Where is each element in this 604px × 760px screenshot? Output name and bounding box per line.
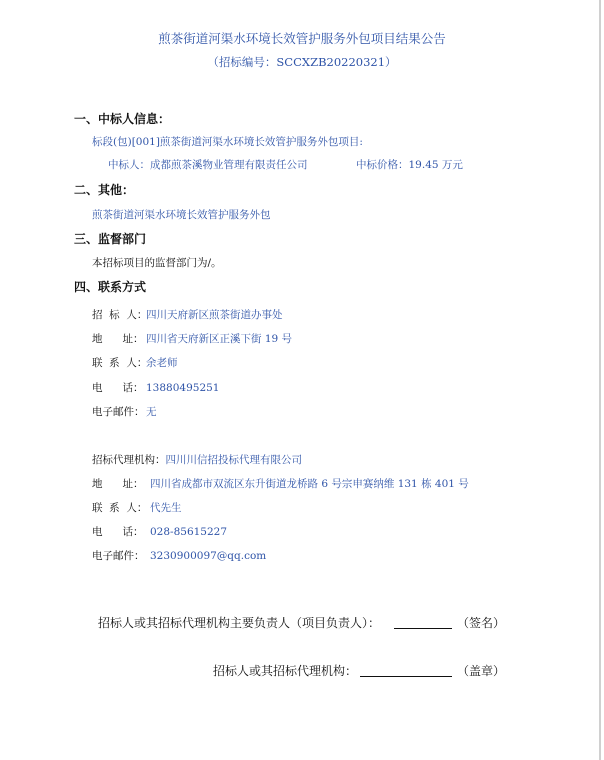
agency-phone-row — [92, 520, 227, 539]
document-subtitle: （招标编号：SCCXZB20220321） — [207, 55, 397, 69]
tenderer-row — [92, 303, 283, 322]
tenderer-phone-value: 13880495251 — [146, 382, 220, 394]
section-heading-winner: 一、中标人信息： — [74, 112, 171, 126]
agency-phone-value: 028-85615227 — [150, 526, 228, 538]
tenderer-value: 四川天府新区煎茶街道办事处 — [146, 309, 283, 321]
agency-address-label: 地 址： — [92, 478, 144, 490]
section-heading-supervision: 三、监督部门 — [74, 232, 147, 246]
signature-line-agency — [213, 662, 357, 679]
agency-contact-value: 代先生 — [150, 502, 182, 514]
agency-email-row — [92, 544, 266, 563]
agency-address-value: 四川省成都市双流区东升街道龙桥路 6 号宗申赛纳维 131 栋 401 号 — [150, 478, 469, 490]
tenderer-email-row — [92, 400, 157, 419]
agency-contact-label: 联 系 人： — [92, 502, 148, 514]
signature-blank-2 — [360, 676, 452, 677]
agency-email-label: 电子邮件： — [92, 550, 145, 562]
tenderer-phone-row — [92, 376, 220, 395]
tenderer-address-row — [92, 327, 292, 346]
section-heading-contact: 四、联系方式 — [74, 280, 147, 294]
tenderer-contact-label: 联 系 人： — [92, 357, 148, 369]
supervision-text: 本招标项目的监督部门为/。 — [92, 257, 222, 269]
tenderer-contact-row — [92, 351, 178, 370]
signature-line-responsible — [98, 614, 380, 631]
document-title: 煎茶街道河渠水环境长效管护服务外包项目结果公告 — [158, 31, 446, 46]
agency-phone-label: 电 话： — [92, 526, 144, 538]
tenderer-email-value: 无 — [146, 406, 157, 418]
tenderer-address-value: 四川省天府新区正溪下街 19 号 — [146, 333, 293, 345]
signature-blank-1 — [394, 628, 452, 629]
winner-row — [108, 157, 308, 172]
signature-suffix-2: （盖章） — [457, 664, 506, 678]
agency-address-row — [92, 472, 469, 491]
winner-value: 成都煎茶溪物业管理有限责任公司 — [150, 159, 308, 171]
tenderer-label: 招 标 人： — [92, 309, 148, 321]
price-value: 19.45 万元 — [408, 159, 463, 171]
agency-contact-row — [92, 496, 182, 515]
signature-responsible-text: 招标人或其招标代理机构主要负责人（项目负责人）： — [98, 616, 381, 630]
other-text: 煎茶街道河渠水环境长效管护服务外包 — [92, 209, 271, 221]
price-label: 中标价格： — [356, 159, 409, 171]
signature-suffix-1: （签名） — [457, 616, 506, 630]
tenderer-contact-value: 余老师 — [146, 357, 178, 369]
price-row — [356, 157, 463, 172]
section-heading-other: 二、其他： — [74, 183, 135, 197]
agency-row — [92, 448, 302, 467]
agency-value: 四川川信招投标代理有限公司 — [165, 454, 302, 466]
agency-email-value: 3230900097@qq.com — [150, 550, 267, 562]
tenderer-email-label: 电子邮件： — [92, 406, 145, 418]
signature-agency-text: 招标人或其招标代理机构： — [213, 664, 358, 678]
agency-label: 招标代理机构： — [92, 454, 166, 466]
tenderer-address-label: 地 址： — [92, 333, 144, 345]
winner-label: 中标人： — [108, 159, 150, 171]
tenderer-phone-label: 电 话： — [92, 382, 144, 394]
lot-line: 标段(包)[001]煎茶街道河渠水环境长效管护服务外包项目: — [92, 136, 363, 148]
